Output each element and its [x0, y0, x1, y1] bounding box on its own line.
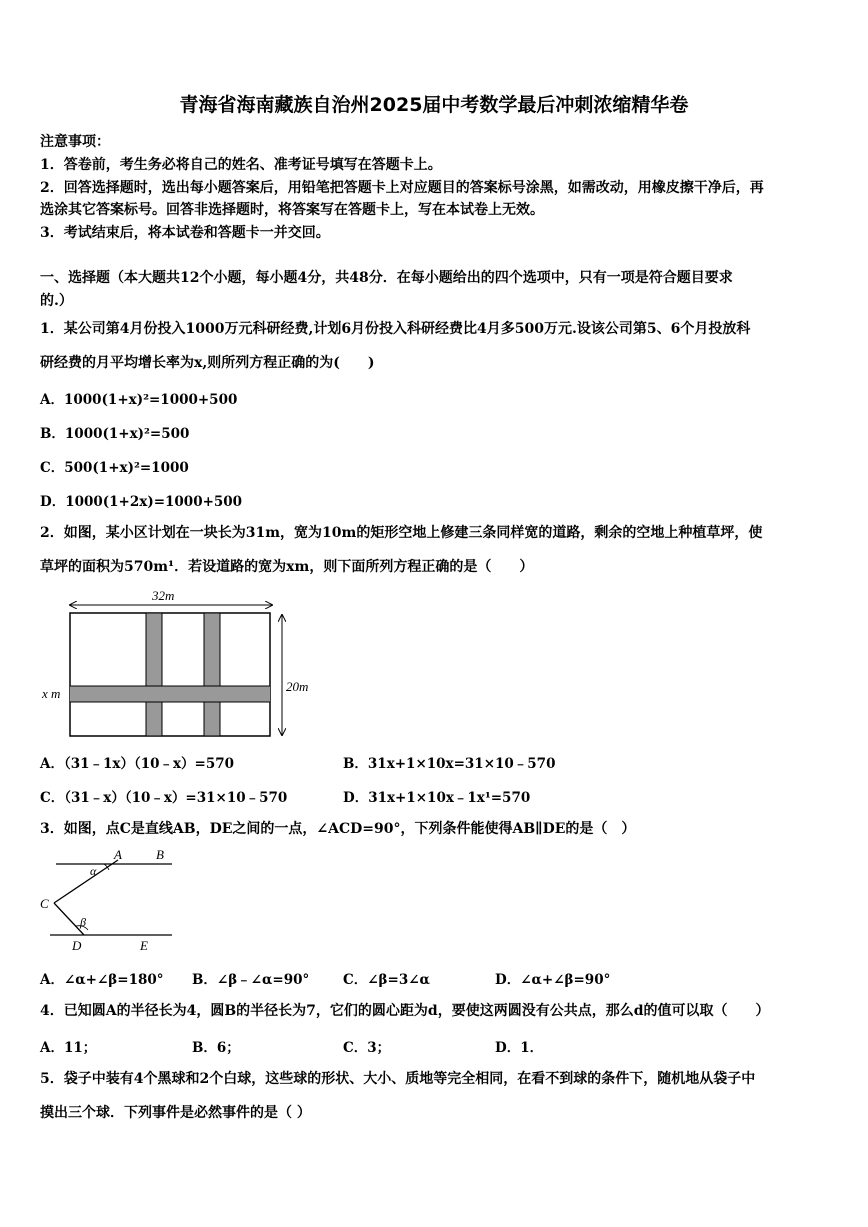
- field-rectangle: [70, 613, 270, 736]
- notice-item-3: 3．考试结束后，将本试卷和答题卡一并交回。: [40, 225, 330, 241]
- notice-item-1: 1．答卷前，考生务必将自己的姓名、准考证号填写在答题卡上。: [40, 157, 442, 173]
- label-point-b: B: [156, 847, 164, 862]
- section-1-line-1: 一、选择题（本大题共12个小题，每小题4分，共48分．在每小题给出的四个选项中，只有一项是符合题目要求: [40, 270, 733, 286]
- q4-option-c: C．3；: [343, 1040, 391, 1056]
- q2-road-figure: [40, 585, 310, 745]
- q4-option-a: A．11；: [40, 1040, 97, 1056]
- label-point-d: D: [72, 938, 82, 953]
- notice-heading: 注意事项：: [40, 134, 110, 150]
- road-vertical-2: [204, 613, 220, 736]
- q2-option-c: C．（31﹣x）（10﹣x）=31×10﹣570: [40, 790, 288, 806]
- label-20m: 20m: [286, 679, 309, 694]
- q1-line-2: 研经费的月平均增长率为x,则所列方程正确的为( ): [40, 355, 375, 371]
- q2-option-d: D．31x+1×10x﹣1x¹=570: [343, 790, 531, 806]
- notice-item-2b: 选涂其它答案标号。回答非选择题时，将答案写在答题卡上，写在本试卷上无效。: [40, 202, 544, 218]
- q2-option-b: B．31x+1×10x=31×10﹣570: [343, 756, 556, 772]
- q5-line-2: 摸出三个球．下列事件是必然事件的是（ ）: [40, 1105, 311, 1121]
- section-1-line-2: 的.）: [40, 293, 73, 309]
- segment-ca: [54, 860, 118, 903]
- q3-line-1: 3．如图，点C是直线AB，DE之间的一点，∠ACD=90°，下列条件能使得AB∥DE的是（ ）: [40, 821, 636, 837]
- q4-option-d: D．1．: [495, 1040, 544, 1056]
- q2-line-2: 草坪的面积为570m¹．若设道路的宽为xm，则下面所列方程正确的是（ ）: [40, 559, 534, 575]
- q1-option-c: C．500(1+x)²=1000: [40, 460, 189, 476]
- q2-line-1: 2．如图，某小区计划在一块长为31m，宽为10m的矩形空地上修建三条同样宽的道路，剩余的空地上种植草坪，使: [40, 525, 763, 541]
- q4-line-1: 4．已知圆A的半径长为4，圆B的半径长为7，它们的圆心距为d，要使这两圆没有公共点，那么d的值可以取（ ）: [40, 1003, 770, 1019]
- q2-option-a: A．（31﹣1x）（10﹣x）=570: [40, 756, 235, 772]
- q3-option-b: B．∠β﹣∠α=90°: [192, 972, 310, 988]
- q3-option-d: D．∠α+∠β=90°: [495, 972, 611, 988]
- road-horizontal: [70, 686, 270, 702]
- q3-parallel-lines-figure: [38, 846, 178, 954]
- q3-option-a: A．∠α+∠β=180°: [40, 972, 164, 988]
- q1-line-1: 1．某公司第4月份投入1000万元科研经费,计划6月份投入科研经费比4月多500万元.设该公司第5、6个月投放科: [40, 321, 751, 337]
- road-vertical-1: [146, 613, 162, 736]
- exam-title: 青海省海南藏族自治州2025届中考数学最后冲刺浓缩精华卷: [179, 94, 689, 116]
- label-alpha: α: [90, 864, 97, 878]
- q1-option-a: A．1000(1+x)²=1000+500: [40, 392, 238, 408]
- label-point-c: C: [40, 896, 49, 911]
- label-xm: x m: [42, 686, 61, 701]
- label-point-a: A: [114, 847, 122, 862]
- q5-line-1: 5．袋子中装有4个黑球和2个白球，这些球的形状、大小、质地等完全相同，在看不到球的条件下，随机地从袋子中: [40, 1071, 756, 1087]
- q1-option-d: D．1000(1+2x)=1000+500: [40, 494, 243, 510]
- q3-option-c: C．∠β=3∠α: [343, 972, 430, 988]
- label-32m: 32m: [152, 588, 175, 603]
- label-beta: β: [80, 915, 86, 929]
- q1-option-b: B．1000(1+x)²=500: [40, 426, 190, 442]
- label-point-e: E: [140, 938, 148, 953]
- notice-item-2a: 2．回答选择题时，选出每小题答案后，用铅笔把答题卡上对应题目的答案标号涂黑，如需改动，用橡皮擦干净后，再: [40, 180, 764, 196]
- q4-option-b: B．6；: [192, 1040, 240, 1056]
